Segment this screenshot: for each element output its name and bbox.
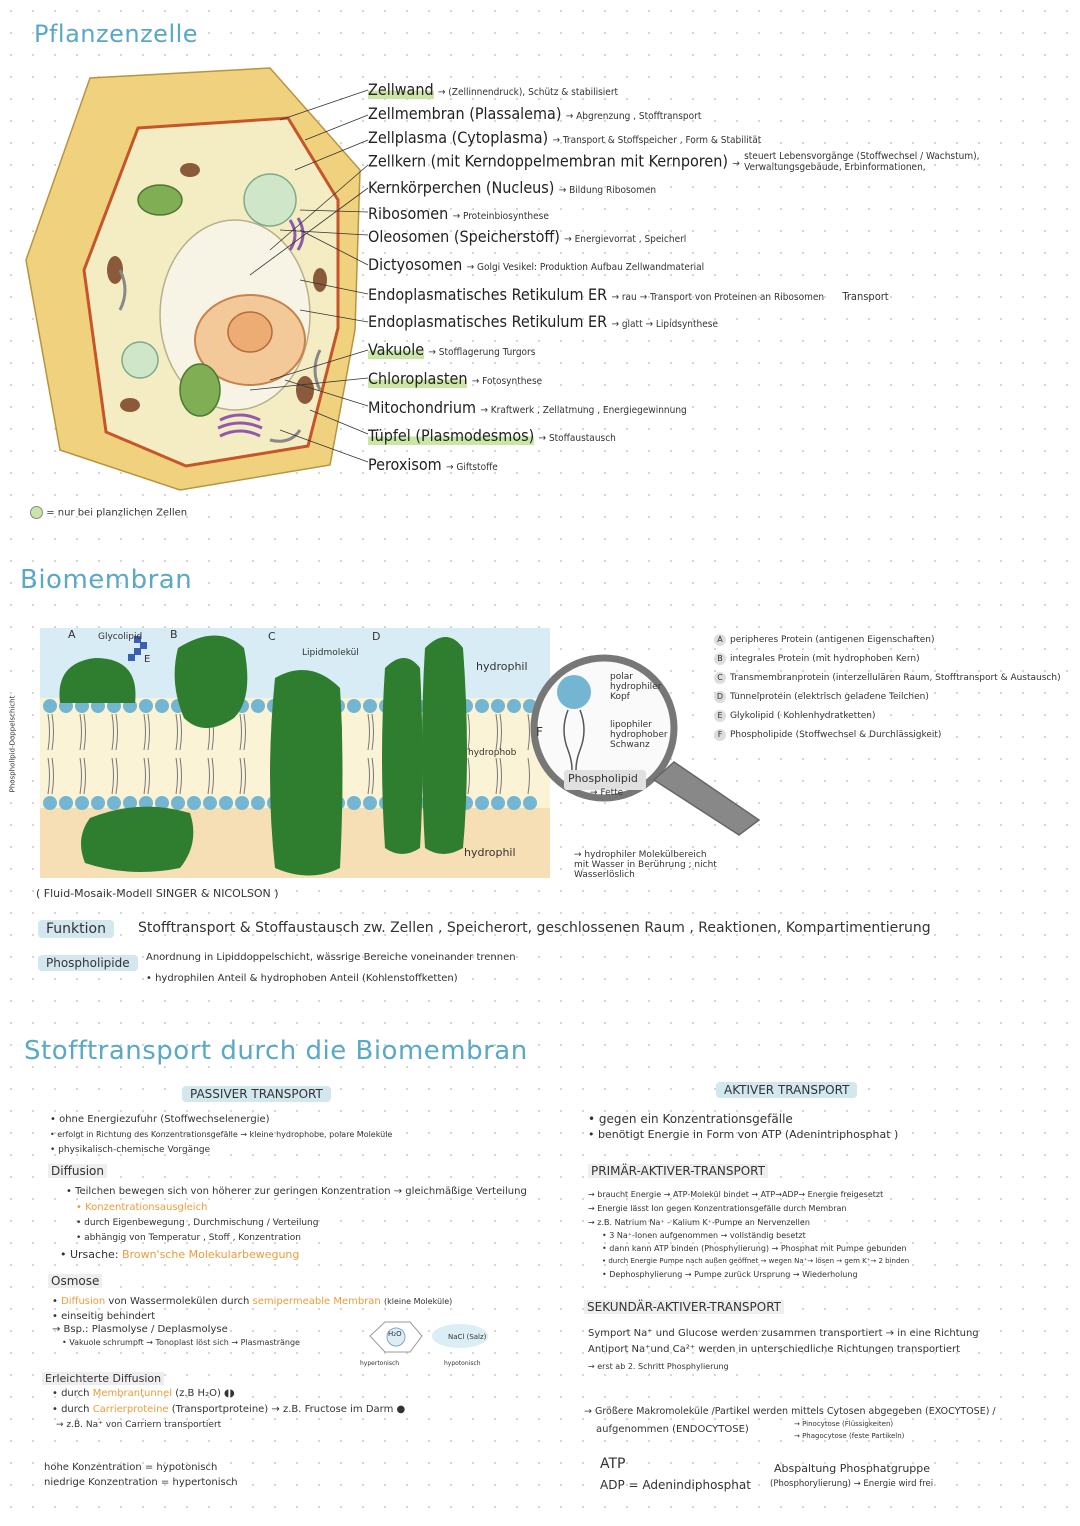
osmose-line-1: • einseitig behindert bbox=[52, 1311, 156, 1322]
pinocytose-line: → Pinocytose (Flüssigkeiten) bbox=[794, 1420, 894, 1428]
legend-e: E Glykolipid ( Kohlenhydratketten) bbox=[714, 710, 876, 722]
osmose-line-2: → Bsp.: Plasmolyse / Deplasmolyse bbox=[52, 1324, 228, 1335]
phospholipide-label: Phospholipide bbox=[38, 955, 138, 971]
plant-cell-title: Pflanzenzelle bbox=[34, 20, 199, 48]
diffusion-line-1: • Teilchen bewegen sich von höherer zur geringen Konzentration → gleichmäßige Verteilung bbox=[66, 1186, 527, 1197]
phospholipide-line1: Anordnung in Lipiddoppelschicht, wässrige Bereiche voneinander trennen bbox=[146, 952, 516, 963]
primaer-line-3: → z.B. Natrium Na⁺ - Kalium K⁺-Pumpe an Nervenzellen bbox=[588, 1218, 810, 1227]
glycolipid-label: Glycolipid bbox=[98, 632, 143, 642]
phospholipide-line2: • hydrophilen Anteil & hydrophoben Anteil (Kohlenstoffketten) bbox=[146, 973, 458, 984]
letter-f: F bbox=[536, 725, 543, 739]
osmose-title: Osmose bbox=[48, 1274, 102, 1288]
ursache-line: • Ursache: Brown'sche Molekularbewegung bbox=[60, 1248, 300, 1261]
legend-b: B integrales Protein (mit hydrophoben Kern) bbox=[714, 653, 920, 665]
protein-d-left bbox=[382, 658, 423, 854]
label-zellkern: Zellkern (mit Kerndoppelmembran mit Kernporen) → steuert Lebensvorgänge (Stoffwechsel / Wachstum), Verwaltungsgebäude, Erbinformationen, bbox=[368, 151, 980, 173]
hydrophob-label: hydrophob bbox=[468, 748, 517, 758]
adp-label: ADP = Adenindiphosphat bbox=[600, 1478, 751, 1492]
sekundaer-title: SEKUNDÄR-AKTIVER-TRANSPORT bbox=[584, 1300, 784, 1314]
primaer-line-1: → braucht Energie → ATP-Molekül bindet → ATP→ADP→ Energie freigesetzt bbox=[588, 1190, 884, 1199]
cytose-line-2: aufgenommen (ENDOCYTOSE) bbox=[596, 1424, 749, 1435]
protein-b bbox=[175, 636, 248, 729]
erleichterte-title: Erleichterte Diffusion bbox=[42, 1372, 164, 1385]
plant-cell-footnote: = nur bei planzlichen Zellen bbox=[30, 506, 187, 519]
primaer-line-4: • 3 Na⁺-Ionen aufgenommen → vollständig besetzt bbox=[602, 1231, 806, 1240]
primaer-line-6: • durch Energie Pumpe nach außen geöffnet → wegen Na⁺→ lösen → gem K⁺→ 2 binden bbox=[602, 1257, 910, 1265]
osmose-illustration bbox=[360, 1318, 510, 1376]
phagocytose-line: → Phagocytose (feste Partikeln) bbox=[794, 1432, 905, 1440]
label-tuepfel: Tüpfel (Plasmodesmos) → Stoffaustausch bbox=[368, 426, 616, 445]
primaer-title: PRIMÄR-AKTIVER-TRANSPORT bbox=[588, 1164, 768, 1178]
tail-label: lipophiler hydrophober Schwanz bbox=[610, 720, 668, 750]
atp-label: ATP bbox=[600, 1456, 626, 1472]
niedrige-konzentration: niedrige Konzentration = hypertonisch bbox=[44, 1477, 238, 1488]
label-er-glatt: Endoplasmatisches Retikulum ER → glatt → Lipidsynthese bbox=[368, 312, 718, 331]
letter-e: E bbox=[144, 654, 151, 665]
erleichterte-line-1: • durch Membrantunnel (z.B H₂O) ◖◗ bbox=[52, 1388, 235, 1399]
erleichterte-line-2: • durch Carrierproteine (Transportproteine) → z.B. Fructose im Darm ● bbox=[52, 1404, 406, 1415]
label-chloroplasten: Chloroplasten → Fotosynthese bbox=[368, 369, 543, 388]
passiv-bullet-1: • ohne Energiezufuhr (Stoffwechselenergie) bbox=[50, 1114, 270, 1125]
label-oleosomen: Oleosomen (Speicherstoff) → Energievorrat , Speicherl bbox=[368, 227, 687, 246]
passiv-bullet-2: • erfolgt in Richtung des Konzentrationsgefälle → kleine hydrophobe, polare Moleküle bbox=[50, 1130, 393, 1139]
osmose-fig-nacl: NaCl (Salz) bbox=[448, 1333, 487, 1341]
aktiv-bullet-1: • gegen ein Konzentrationsgefälle bbox=[588, 1112, 793, 1126]
sekundaer-note: → erst ab 2. Schritt Phosphylierung bbox=[588, 1362, 729, 1371]
green-dot-icon bbox=[30, 506, 43, 519]
lipidmolekuel-label: Lipidmolekül bbox=[302, 648, 359, 658]
label-pointer-lines bbox=[250, 80, 375, 470]
funktion-label: Funktion bbox=[38, 920, 114, 938]
osmose-line-3: • Vakuole schrumpft → Tonoplast löst sich → Plasmastränge bbox=[62, 1338, 300, 1347]
primaer-line-7: • Dephosphylierung → Pumpe zurück Ursprung → Wiederholung bbox=[602, 1270, 858, 1279]
diffusion-title: Diffusion bbox=[48, 1164, 107, 1178]
bilayer-side-label: Phospholipid-Doppelschicht bbox=[8, 695, 17, 793]
antiport-line: Antiport Na⁺und Ca²⁺ werden in unterschiedliche Richtungen transportiert bbox=[588, 1344, 961, 1355]
hydrophil-note: → hydrophiler Molekülbereich mit Wasser in Berührung ; nicht Wasserlöslich bbox=[574, 850, 717, 880]
osmose-fig-left: hypertonisch bbox=[360, 1360, 400, 1367]
diffusion-orange: • Konzentrationsausgleich bbox=[76, 1202, 208, 1213]
tunnel-icon: ◖◗ bbox=[224, 1388, 235, 1399]
phospholipid-label: Phospholipid bbox=[568, 772, 638, 785]
funktion-text: Stofftransport & Stoffaustausch zw. Zellen , Speicherort, geschlossenen Raum , Reaktionen, Kompartimentierung bbox=[138, 920, 931, 936]
polar-head-label: polar hydrophiler Kopf bbox=[610, 672, 662, 702]
label-zellmembran: Zellmembran (Plassalema) → Abgrenzung , Stofftransport bbox=[368, 104, 702, 123]
aktiv-bullet-2: • benötigt Energie in Form von ATP (Adenintriphosphat ) bbox=[588, 1128, 899, 1141]
cytose-line-1: → Größere Makromoleküle /Partikel werden mittels Cytosen abgegeben (EXOCYTOSE) / bbox=[584, 1406, 996, 1417]
aktiv-heading: AKTIVER TRANSPORT bbox=[716, 1082, 857, 1098]
primaer-line-5: • dann kann ATP binden (Phosphylierung) → Phosphat mit Pumpe gebunden bbox=[602, 1244, 907, 1253]
diffusion-line-3: • abhängig von Temperatur , Stoff , Konzentration bbox=[76, 1233, 301, 1243]
hohe-konzentration: hohe Konzentration = hypotonisch bbox=[44, 1462, 218, 1473]
protein-c bbox=[270, 670, 343, 876]
symport-line: Symport Na⁺ und Glucose werden zusammen transportiert → in eine Richtung bbox=[588, 1328, 979, 1339]
protein-d-right bbox=[422, 637, 467, 854]
label-ribosomen: Ribosomen → Proteinbiosynthese bbox=[368, 204, 549, 223]
label-er-rau: Endoplasmatisches Retikulum ER → rau → Transport von Proteinen an Ribosomen Transport bbox=[368, 285, 889, 304]
legend-a: A peripheres Protein (antigenen Eigenschaften) bbox=[714, 634, 935, 646]
passiv-bullet-3: • physikalisch-chemische Vorgänge bbox=[50, 1145, 211, 1155]
fette-label: → Fette bbox=[590, 788, 624, 798]
hydrophil-bottom-label: hydrophil bbox=[464, 846, 516, 859]
label-zellwand: Zellwand → (Zellinnendruck), Schütz & stabilisiert bbox=[368, 80, 619, 99]
label-zellplasma: Zellplasma (Cytoplasma) → Transport & Stoffspeicher , Form & Stabilität bbox=[368, 128, 762, 147]
transport-title: Stofftransport durch die Biomembran bbox=[24, 1036, 528, 1066]
biomembran-title: Biomembran bbox=[20, 565, 193, 595]
letter-d: D bbox=[372, 630, 381, 643]
legend-d: D Tunnelprotein (elektrisch geladene Teilchen) bbox=[714, 691, 929, 703]
letter-b: B bbox=[170, 628, 178, 641]
primaer-line-2: → Energie lässt Ion gegen Konzentrationsgefälle durch Membran bbox=[588, 1204, 847, 1213]
osmose-line: • Diffusion von Wassermolekülen durch semipermeable Membran (kleine Moleküle) bbox=[52, 1296, 453, 1307]
label-mitochondrium: Mitochondrium → Kraftwerk , Zellatmung , Energiegewinnung bbox=[368, 398, 687, 417]
label-kernkoerperchen: Kernkörperchen (Nucleus) → Bildung Ribosomen bbox=[368, 178, 657, 197]
legend-c: C Transmembranprotein (interzellulären Raum, Stofftransport & Austausch) bbox=[714, 672, 1061, 684]
label-vakuole: Vakuole → Stofflagerung Turgors bbox=[368, 340, 536, 359]
abspaltung-label: Abspaltung Phosphatgruppe bbox=[774, 1462, 931, 1475]
carrier-icon: ● bbox=[396, 1404, 406, 1415]
label-peroxisom: Peroxisom → Giftstoffe bbox=[368, 455, 498, 474]
label-dictyosomen: Dictyosomen → Golgi Vesikel: Produktion Aufbau Zellwandmaterial bbox=[368, 255, 705, 274]
passiv-heading: PASSIVER TRANSPORT bbox=[182, 1086, 331, 1102]
legend-f: F Phospholipide (Stoffwechsel & Durchlässigkeit) bbox=[714, 729, 941, 741]
osmose-fig-right: hypotonisch bbox=[444, 1360, 481, 1367]
abspaltung-note: (Phosphorylierung) → Energie wird frei bbox=[770, 1479, 934, 1489]
diffusion-line-2: • durch Eigenbewegung , Durchmischung / Verteilung bbox=[76, 1218, 319, 1228]
hydrophil-top-label: hydrophil bbox=[476, 660, 528, 673]
osmose-fig-h2o: H₂O bbox=[388, 1330, 402, 1338]
letter-a: A bbox=[68, 628, 76, 641]
erleichterte-line-3: → z.B. Na⁺ von Carriern transportiert bbox=[56, 1420, 222, 1430]
letter-c: C bbox=[268, 630, 276, 643]
model-caption: ( Fluid-Mosaik-Modell SINGER & NICOLSON ) bbox=[36, 887, 279, 900]
